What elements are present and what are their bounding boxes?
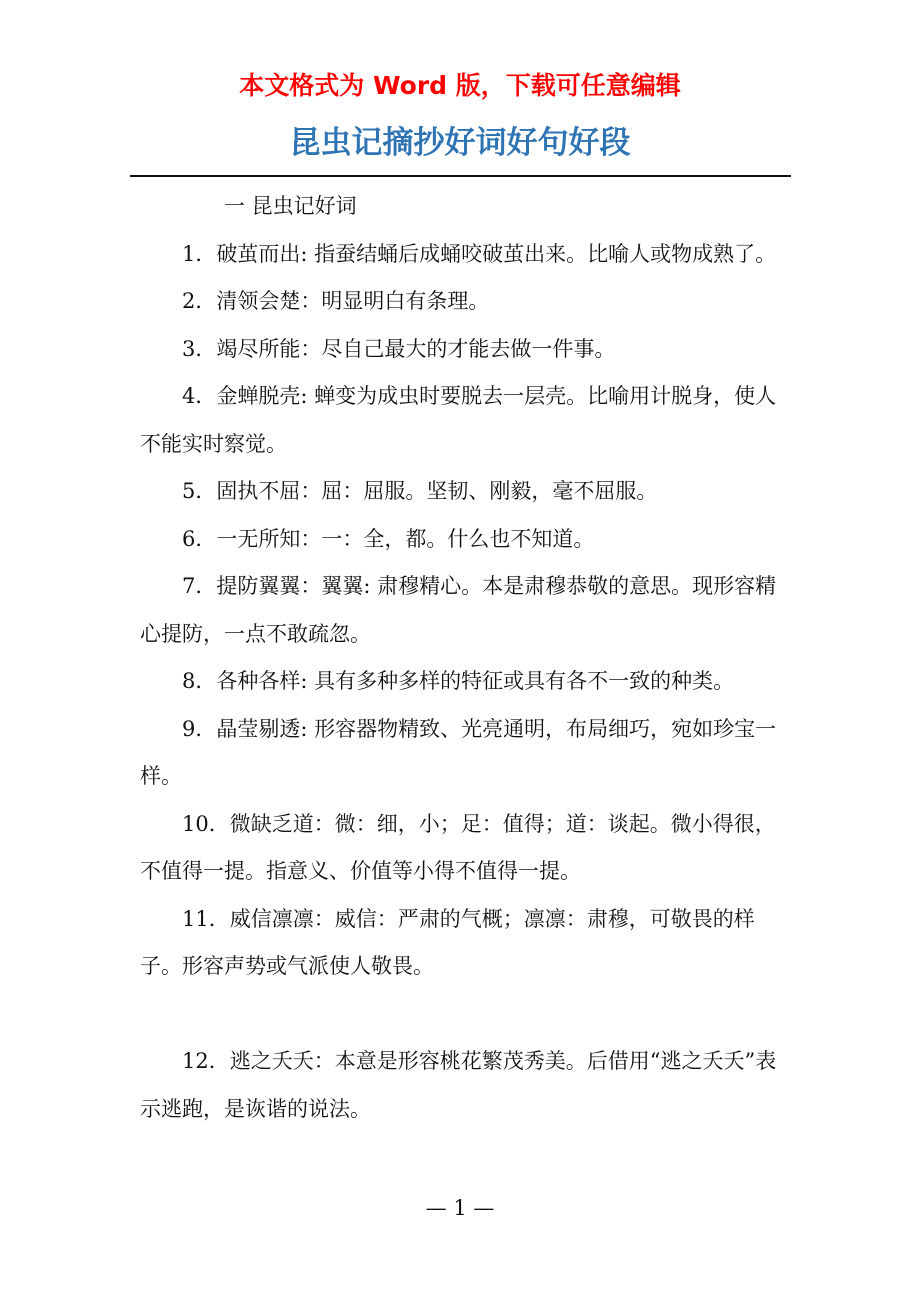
entry-1: 1．破茧而出: 指蚕结蛹后成蛹咬破茧出来。比喻人或物成熟了。 [182, 241, 777, 266]
entry-9: 9．晶莹剔透: 形容器物精致、光亮通明，布局细巧，宛如珍宝一样。 [140, 716, 777, 788]
page-title: 昆虫记摘抄好词好句好段 [289, 125, 631, 161]
page-number: — 1 — [425, 1196, 495, 1220]
section-heading: 一 昆虫记好词 [224, 194, 357, 218]
entry-5: 5．固执不屈：屈：屈服。坚韧、刚毅，毫不屈服。 [182, 479, 658, 503]
paragraph-spacer [140, 991, 788, 1039]
document-body [140, 183, 788, 1133]
entry-10: 10．微缺乏道：微：细，小；足：值得；道：谈起。微小得很，不值得一提。指意义、价值等小得不值得一提。 [140, 811, 776, 883]
entry-6: 6．一无所知：一：全，都。什么也不知道。 [182, 526, 595, 551]
entry-8: 8．各种各样: 具有多种多样的特征或具有各不一致的种类。 [182, 669, 735, 693]
title-divider [130, 175, 791, 177]
entry-12: 12．逃之夭夭：本意是形容桃花繁茂秀美。后借用“逃之夭夭”表示逃跑，是诙谐的说法。 [140, 1049, 777, 1121]
entry-7: 7．提防翼翼：翼翼: 肃穆精心。本是肃穆恭敬的意思。现形容精心提防，一点不敢疏忽。 [140, 574, 777, 646]
entry-2: 2．清领会楚：明显明白有条理。 [182, 289, 490, 313]
download-banner: 本文格式为 Word 版，下载可任意编辑 [239, 71, 681, 100]
entry-3: 3．竭尽所能：尽自己最大的才能去做一件事。 [182, 336, 616, 361]
entry-11: 11．威信凛凛：威信：严肃的气概；凛凛：肃穆，可敬畏的样子。形容声势或气派使人敬畏。 [140, 906, 755, 978]
entry-4: 4．金蝉脱壳: 蝉变为成虫时要脱去一层壳。比喻用计脱身，使人不能实时察觉。 [140, 384, 777, 456]
